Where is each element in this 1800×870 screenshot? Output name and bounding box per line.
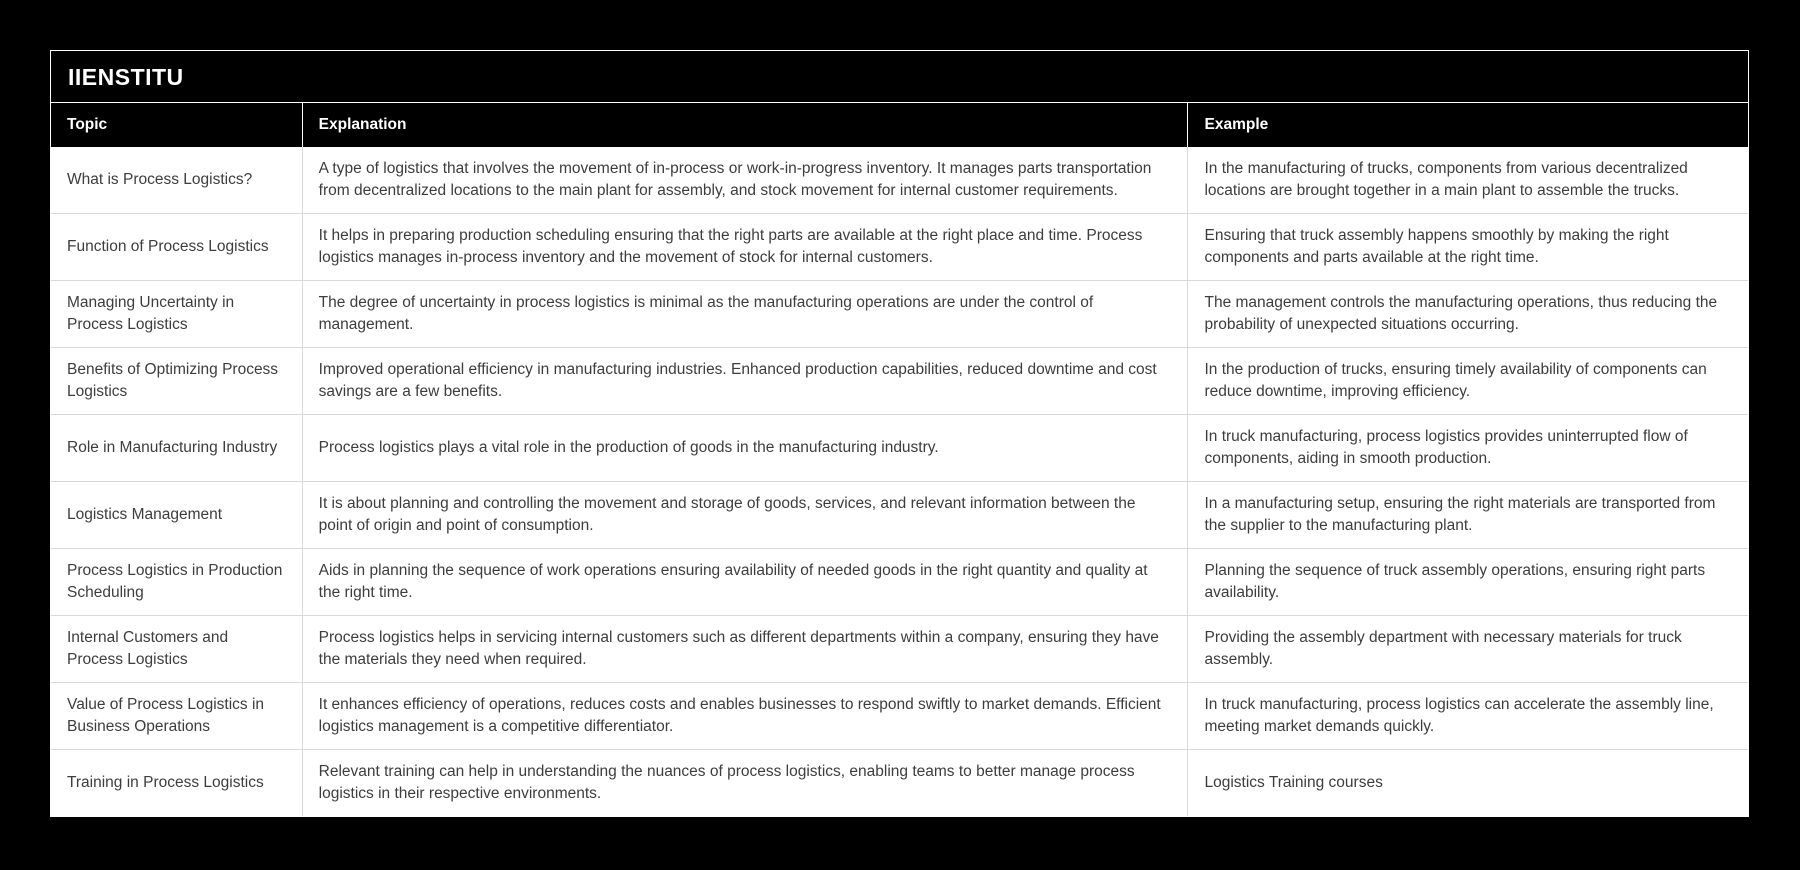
example-cell: In truck manufacturing, process logistics provides uninterrupted flow of components, aiding in smooth production. — [1188, 415, 1748, 482]
table-row — [51, 683, 1748, 750]
topic-cell: Logistics Management — [51, 482, 302, 549]
table-row — [51, 415, 1748, 482]
table-row — [51, 348, 1748, 415]
explanation-cell: It is about planning and controlling the movement and storage of goods, services, and relevant information between the point of origin and point of consumption. — [302, 482, 1188, 549]
topic-cell: What is Process Logistics? — [51, 147, 302, 214]
column-header-explanation: Explanation — [302, 103, 1188, 147]
example-cell: Providing the assembly department with necessary materials for truck assembly. — [1188, 616, 1748, 683]
explanation-cell: Process logistics plays a vital role in the production of goods in the manufacturing industry. — [302, 415, 1188, 482]
example-cell: Ensuring that truck assembly happens smoothly by making the right components and parts available at the right time. — [1188, 214, 1748, 281]
explanation-cell: Improved operational efficiency in manufacturing industries. Enhanced production capabilities, reduced downtime and cost savings are a few benefits. — [302, 348, 1188, 415]
table-row — [51, 214, 1748, 281]
table-row — [51, 147, 1748, 214]
topic-cell: Function of Process Logistics — [51, 214, 302, 281]
explanation-cell: It enhances efficiency of operations, reduces costs and enables businesses to respond swiftly to market demands. Efficient logistics management is a competitive differentiator. — [302, 683, 1188, 750]
table-row — [51, 549, 1748, 616]
table-header-row — [51, 103, 1748, 147]
example-cell: Planning the sequence of truck assembly operations, ensuring right parts availability. — [1188, 549, 1748, 616]
topic-cell: Process Logistics in Production Scheduling — [51, 549, 302, 616]
table-row — [51, 482, 1748, 549]
explanation-cell: It helps in preparing production scheduling ensuring that the right parts are available at the right place and time. Process logistics manages in-process inventory and the movement of stock for internal customers. — [302, 214, 1188, 281]
example-cell: In the manufacturing of trucks, components from various decentralized locations are brought together in a main plant to assemble the trucks. — [1188, 147, 1748, 214]
topic-cell: Internal Customers and Process Logistics — [51, 616, 302, 683]
explanation-cell: Aids in planning the sequence of work operations ensuring availability of needed goods in the right quantity and quality at the right time. — [302, 549, 1188, 616]
process-logistics-table — [51, 103, 1748, 816]
topic-cell: Managing Uncertainty in Process Logistics — [51, 281, 302, 348]
table-row — [51, 616, 1748, 683]
example-cell: The management controls the manufacturing operations, thus reducing the probability of unexpected situations occurring. — [1188, 281, 1748, 348]
explanation-cell: A type of logistics that involves the movement of in-process or work-in-progress inventory. It manages parts transportation from decentralized locations to the main plant for assembly, and stock movement for internal customer requirements. — [302, 147, 1188, 214]
logistics-table-panel — [50, 50, 1749, 817]
explanation-cell: Relevant training can help in understanding the nuances of process logistics, enabling teams to better manage process logistics in their respective environments. — [302, 750, 1188, 817]
panel-title: IIENSTITU — [51, 51, 1748, 103]
column-header-example: Example — [1188, 103, 1748, 147]
topic-cell: Benefits of Optimizing Process Logistics — [51, 348, 302, 415]
topic-cell: Role in Manufacturing Industry — [51, 415, 302, 482]
column-header-topic: Topic — [51, 103, 302, 147]
example-cell: In the production of trucks, ensuring timely availability of components can reduce downtime, improving efficiency. — [1188, 348, 1748, 415]
explanation-cell: Process logistics helps in servicing internal customers such as different departments within a company, ensuring they have the materials they need when required. — [302, 616, 1188, 683]
example-cell: Logistics Training courses — [1188, 750, 1748, 817]
table-row — [51, 281, 1748, 348]
topic-cell: Value of Process Logistics in Business Operations — [51, 683, 302, 750]
example-cell: In a manufacturing setup, ensuring the right materials are transported from the supplier to the manufacturing plant. — [1188, 482, 1748, 549]
explanation-cell: The degree of uncertainty in process logistics is minimal as the manufacturing operations are under the control of management. — [302, 281, 1188, 348]
topic-cell: Training in Process Logistics — [51, 750, 302, 817]
table-row — [51, 750, 1748, 817]
example-cell: In truck manufacturing, process logistics can accelerate the assembly line, meeting market demands quickly. — [1188, 683, 1748, 750]
table-body — [51, 147, 1748, 816]
